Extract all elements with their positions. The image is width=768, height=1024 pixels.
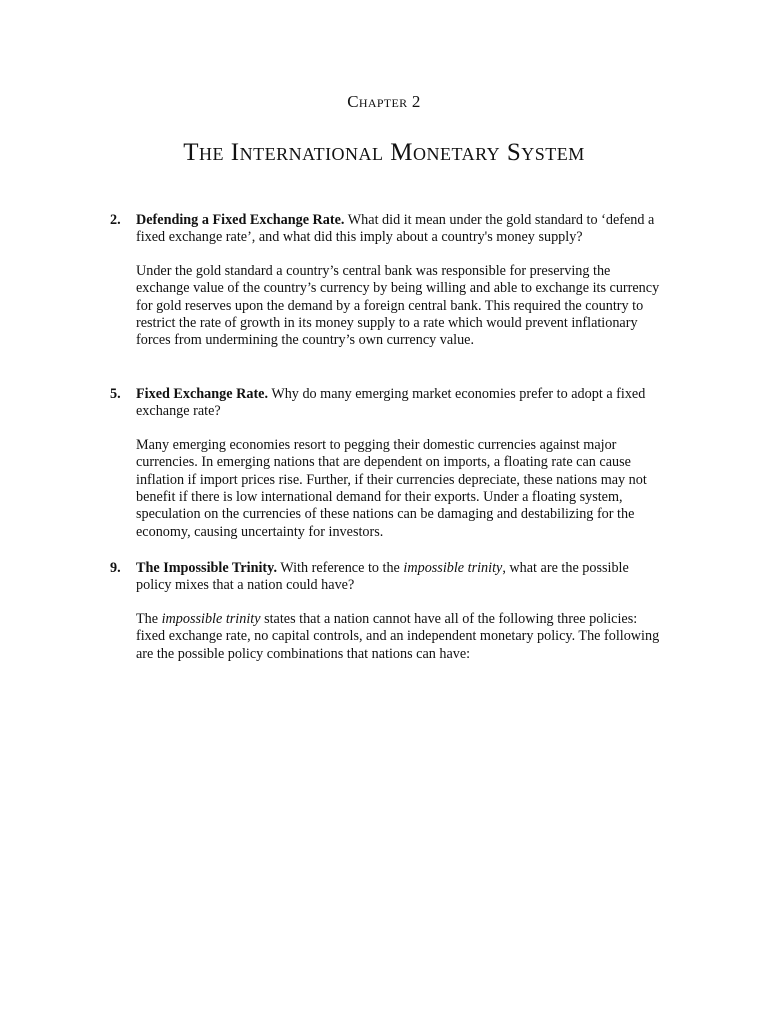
question-topic: Defending a Fixed Exchange Rate. [136,212,345,228]
chapter-title: The International Monetary System [183,139,585,166]
answer-text [136,437,660,541]
answer-text [136,263,660,350]
question-text [136,212,660,247]
question-topic: Fixed Exchange Rate. [136,386,269,402]
answer-post: states that a nation cannot have all of the following three policies: fixed exchange rate, no capital controls, and an independent monetary policy. The following are the possible policy combinations that nations can have: [136,610,660,662]
question-number: 9. [110,560,121,576]
question-body: What did it mean under the gold standard to ‘defend a fixed exchange rate’, and what did this imply about a country's money supply? [136,212,655,246]
question-item [110,560,660,663]
answer-paragraph [136,611,660,663]
answer-text [136,611,660,663]
question-body: Why do many emerging market economies prefer to adopt a fixed exchange rate? [136,386,646,420]
question-text [136,560,660,595]
chapter-label: Chapter 2 [347,92,421,111]
question-number: 2. [110,212,121,228]
question-item [110,212,660,350]
question-number: 5. [110,386,121,402]
question-item [110,386,660,541]
question-text [136,386,660,421]
answer-paragraph: Under the gold standard a country’s central bank was responsible for preserving the exchange value of the country’s currency by being willing and able to exchange its currency for gold reserves upon the demand by a foreign central bank. This required the country to restrict the rate of growth in its money supply to a rate which would prevent inflationary forces from undermining the country’s own currency value. [136,262,660,349]
answer-paragraph: Many emerging economies resort to pegging their domestic currencies against major currencies. In emerging nations that are dependent on imports, a floating rate can cause inflation if import prices rise. Further, if their currencies depreciate, these nations may not benefit if there is low international demand for their exports. Under a floating system, speculation on the currencies of these nations can be damaging and destabilizing for the economy, causing uncertainty for investors. [136,436,647,540]
answer-pre: The [136,610,159,627]
question-body-emphasis: impossible trinity [403,560,503,576]
question-topic: The Impossible Trinity. [136,560,277,576]
question-body-pre: With reference to the [280,560,400,576]
answer-emphasis: impossible trinity [161,610,261,627]
question-body-post: , what are the possible policy mixes that a nation could have? [136,560,629,594]
